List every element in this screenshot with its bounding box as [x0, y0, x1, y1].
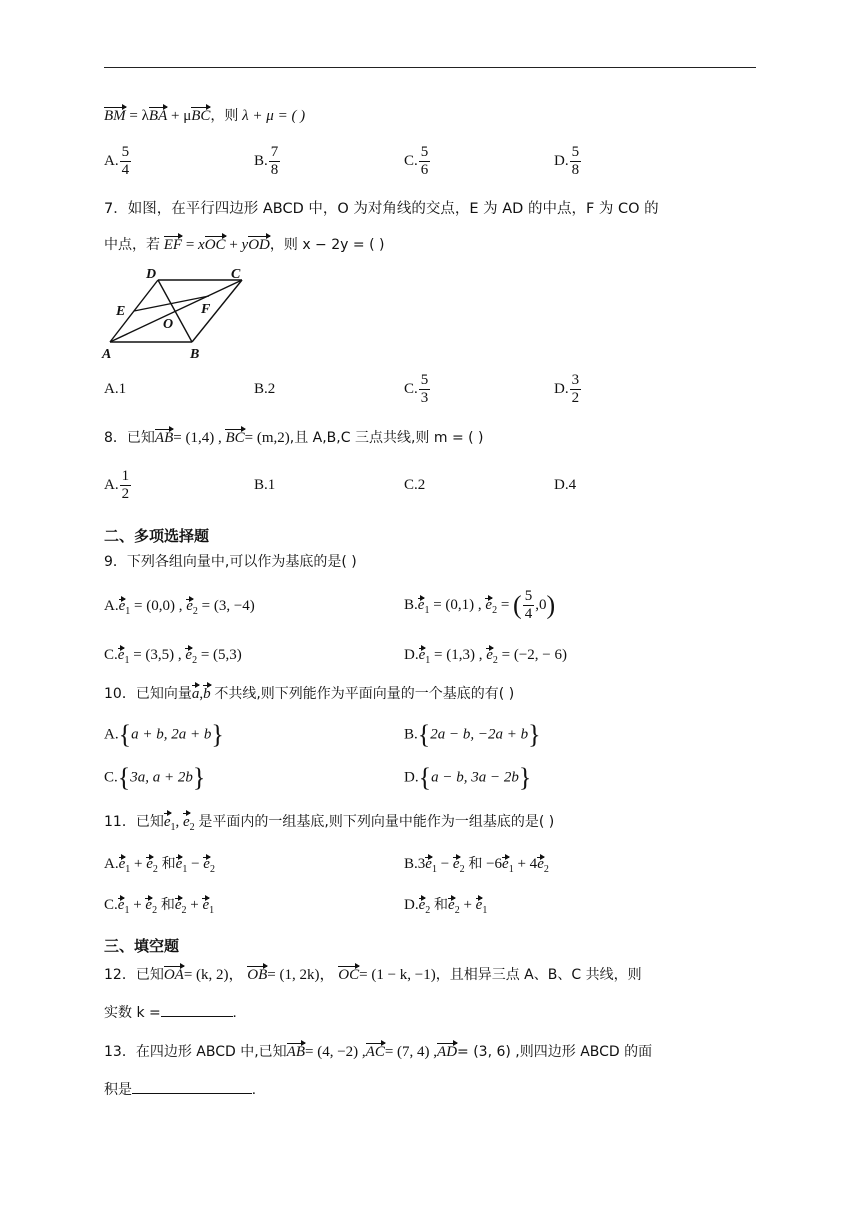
- q10-option-c[interactable]: C.{3a, a + 2b}: [104, 763, 206, 792]
- vector-ef: EF: [163, 237, 183, 253]
- vector-ba: BA: [148, 108, 168, 124]
- q13-stem-line2: 积是 .: [104, 1079, 256, 1100]
- vector-oc-q12: OC: [338, 967, 360, 983]
- label-b: B: [190, 347, 200, 362]
- q12-stem-line1: 12．已知OA= (k, 2)， OB= (1, 2k)， OC= (1 − k, −1)，且相异三点 A、B、C 共线，则: [104, 967, 642, 983]
- q8-option-c[interactable]: C.2: [404, 477, 426, 493]
- vector-od: OD: [248, 237, 270, 253]
- q6-option-c[interactable]: C. $\frac{5}{6}$: [404, 144, 429, 178]
- q10-option-a[interactable]: A.{a + b, 2a + b}: [104, 720, 224, 749]
- vector-bc: BC: [191, 108, 211, 124]
- q6-option-a[interactable]: A. $\frac{5}{4}$: [104, 144, 130, 178]
- section-multiple-choice-heading: 二、多项选择题: [104, 527, 210, 545]
- q7-option-c[interactable]: C. $\frac{5}{3}$: [404, 372, 429, 406]
- q11-option-d[interactable]: $D.e_2$ 和$e_2 + e_1$: [404, 897, 488, 916]
- q7-option-a[interactable]: A.1: [104, 381, 127, 397]
- diagonal-bd: [158, 280, 192, 342]
- q9-stem: 9．下列各组向量中,可以作为基底的是( ): [104, 554, 357, 570]
- diagonal-ac: [110, 280, 242, 342]
- q9-option-b[interactable]: $B.e_1 = (0,1)$ , $e_2$ = ( $\frac{5}{4}$ ,0): [404, 588, 556, 622]
- label-d: D: [146, 267, 157, 282]
- q10-stem: 10．已知向量a,b 不共线,则下列能作为平面向量的一个基底的有( ): [104, 686, 515, 702]
- vector-oa: OA: [163, 967, 184, 983]
- vector-bm: BM: [104, 108, 126, 124]
- label-o: O: [163, 317, 174, 332]
- q6-stem: BM = λBA + μBC，则 λ + μ = ( ): [104, 108, 306, 124]
- edge-bc: [192, 280, 242, 342]
- q13-answer-blank[interactable]: [132, 1079, 252, 1094]
- segment-ef: [134, 296, 209, 311]
- vector-ab: AB: [154, 430, 174, 446]
- q12-answer-blank[interactable]: [161, 1002, 233, 1017]
- q9-option-d[interactable]: $D.e_1 = (1,3)$ , $e_2 = (-2$, − 6): [404, 647, 568, 666]
- q8-stem: 8．已知AB= (1,4) , BC= (m,2),且 A,B,C 三点共线,则 m = ( ): [104, 430, 484, 446]
- q11-option-c[interactable]: $C.e_1 + e_2$ 和$e_2 + e_1$: [104, 897, 215, 916]
- q13-stem-line1: 13．在四边形 ABCD 中,已知AB= (4, −2) ,AC= (7, 4) ,AD= (3, 6) ,则四边形 ABCD 的面: [104, 1044, 653, 1060]
- header-rule: [104, 67, 756, 68]
- q11-stem: 11．已知$e_1$, $e_2$ 是平面内的一组基底,则下列向量中能作为一组基底的是( ): [104, 814, 555, 833]
- label-e: E: [116, 304, 126, 319]
- q9-option-a[interactable]: $A.e_1 = (0,0)$ , $e_2 = (3$, −4): [104, 598, 255, 617]
- q8-option-d[interactable]: D.4: [554, 477, 577, 493]
- q12-stem-line2: 实数 k = .: [104, 1002, 237, 1023]
- q9-option-c[interactable]: $C.e_1 = (3,5)$ , $e_2 = (5,3)$: [104, 647, 242, 666]
- vector-ac: AC: [365, 1044, 385, 1060]
- q7-stem-line1: 7．如图，在平行四边形 ABCD 中，O 为对角线的交点，E 为 AD 的中点，F 为 CO 的: [104, 201, 659, 217]
- label-c: C: [231, 267, 241, 282]
- parallelogram-figure: [100, 266, 260, 362]
- section-fill-in-heading: 三、填空题: [104, 937, 180, 955]
- vector-ob: OB: [247, 967, 268, 983]
- vector-oc: OC: [204, 237, 226, 253]
- q10-option-d[interactable]: D.{a − b, 3a − 2b}: [404, 763, 532, 792]
- q6-option-b[interactable]: B. $\frac{7}{8}$: [254, 144, 279, 178]
- vector-ab-q13: AB: [286, 1044, 305, 1060]
- label-a: A: [102, 347, 112, 362]
- q8-option-a[interactable]: A. $\frac{1}{2}$: [104, 468, 130, 502]
- q7-option-d[interactable]: D. $\frac{3}{2}$: [554, 372, 580, 406]
- q8-option-b[interactable]: B.1: [254, 477, 276, 493]
- label-f: F: [201, 302, 211, 317]
- vector-bc-q8: BC: [225, 430, 245, 446]
- q10-option-b[interactable]: B.{2a − b, −2a + b}: [404, 720, 541, 749]
- q7-stem-line2: 中点，若 EF = xOC + yOD，则 x − 2y = ( ): [104, 237, 385, 253]
- q7-option-b[interactable]: B.2: [254, 381, 276, 397]
- q6-option-d[interactable]: D. $\frac{5}{8}$: [554, 144, 580, 178]
- q11-option-a[interactable]: $A.e_1 + e_2$ 和$e_1 - e_2$: [104, 856, 215, 875]
- vector-ad: AD: [437, 1044, 458, 1060]
- q11-option-b[interactable]: $B.3e_1 - e_2$ 和 $-6e_1 + 4e_2$: [404, 856, 549, 875]
